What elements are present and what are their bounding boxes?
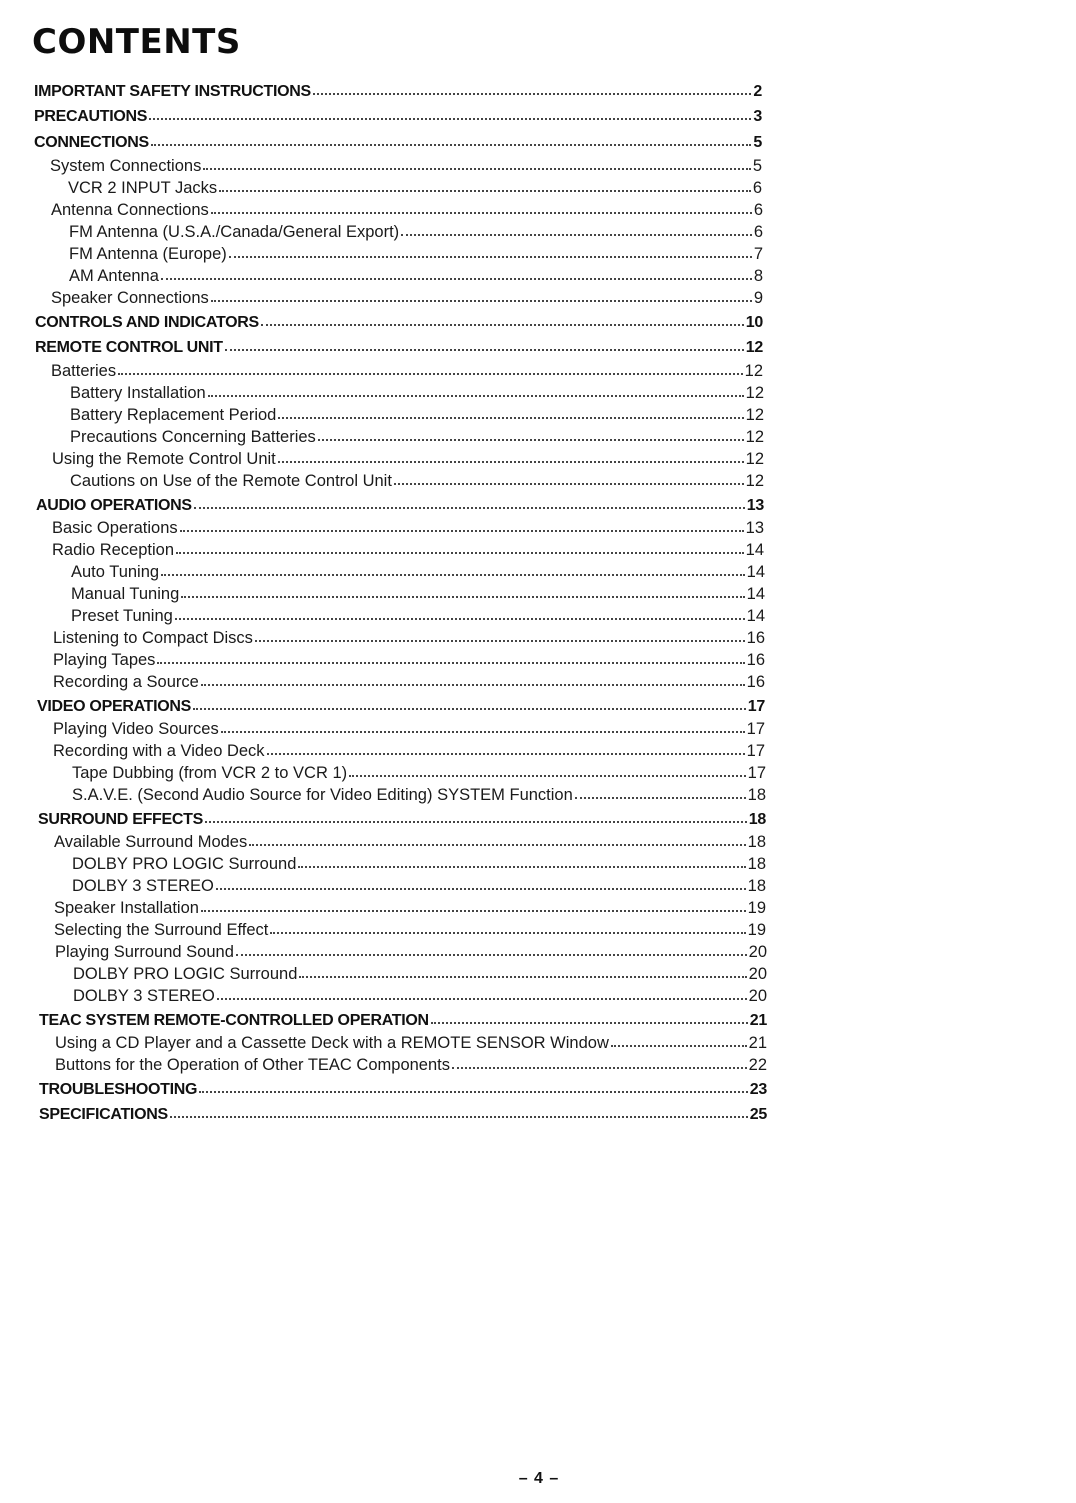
toc-entry (72, 785, 766, 805)
toc-entry-page: 12 (745, 406, 764, 424)
toc-entry-page: 14 (746, 585, 765, 603)
toc-entry-page: 23 (749, 1081, 767, 1098)
toc-entry-page: 21 (748, 1034, 767, 1052)
toc-entry-page: 3 (753, 108, 762, 125)
toc-entry (69, 266, 763, 286)
dot-leader (611, 1041, 747, 1047)
toc-entry-title: System Connections (50, 157, 202, 175)
toc-entry-title: Speaker Installation (54, 899, 199, 917)
toc-entry-page: 18 (747, 877, 766, 895)
toc-entry-page: 12 (745, 450, 764, 468)
toc-entry-title: VIDEO OPERATIONS (37, 698, 192, 715)
dot-leader (181, 592, 744, 598)
toc-entry-title: Available Surround Modes (54, 833, 248, 851)
toc-entry-page: 20 (748, 943, 767, 961)
dot-leader (394, 479, 744, 485)
toc-entry (70, 427, 764, 447)
dot-leader (157, 658, 744, 664)
dot-leader (452, 1063, 747, 1069)
dot-leader (193, 704, 746, 710)
toc-entry-page: 20 (748, 987, 767, 1005)
toc-entry (55, 942, 767, 962)
toc-section (34, 82, 762, 102)
toc-entry-title: VCR 2 INPUT Jacks (68, 179, 218, 197)
dot-leader (318, 435, 744, 441)
toc-entry-title: Precautions Concerning Batteries (70, 428, 316, 446)
toc-entry (71, 562, 765, 582)
toc-section (39, 1105, 767, 1125)
dot-leader (225, 345, 744, 351)
toc-entry-page: 10 (745, 314, 763, 331)
toc-entry (71, 606, 765, 626)
toc-entry (55, 1033, 767, 1053)
toc-entry-title: Using a CD Player and a Cassette Deck with a REMOTE SENSOR Window (55, 1034, 609, 1052)
toc-entry-title: AUDIO OPERATIONS (36, 497, 192, 514)
toc-entry-page: 21 (749, 1012, 767, 1029)
toc-entry (70, 405, 764, 425)
dot-leader (349, 771, 746, 777)
toc-entry-title: TEAC SYSTEM REMOTE-CONTROLLED OPERATION (39, 1012, 429, 1029)
toc-entry-page: 12 (745, 428, 764, 446)
toc-entry (52, 540, 764, 560)
toc-entry-title: PRECAUTIONS (34, 108, 148, 125)
toc-entry (72, 876, 766, 896)
toc-entry (52, 518, 764, 538)
dot-leader (299, 972, 746, 978)
toc-entry-title: Manual Tuning (71, 585, 180, 603)
toc-section (37, 697, 765, 717)
dot-leader (575, 793, 746, 799)
dot-leader (216, 884, 746, 890)
toc-entry-page: 12 (745, 339, 763, 356)
toc-entry-title: FM Antenna (Europe) (69, 245, 227, 263)
toc-entry-page: 17 (746, 742, 765, 760)
toc-entry-title: IMPORTANT SAFETY INSTRUCTIONS (34, 83, 311, 100)
toc-entry (69, 222, 763, 242)
toc-entry-page: 19 (747, 899, 766, 917)
dot-leader (170, 1112, 748, 1118)
toc-entry (53, 650, 765, 670)
toc-entry-title: Recording a Source (53, 673, 199, 691)
dot-leader (208, 391, 744, 397)
toc-entry-title: FM Antenna (U.S.A./Canada/General Export) (69, 223, 400, 241)
dot-leader (255, 636, 745, 642)
toc-entry-page: 16 (746, 673, 765, 691)
toc-entry-page: 18 (747, 833, 766, 851)
toc-entry-page: 19 (747, 921, 766, 939)
toc-entry-title: CONNECTIONS (34, 134, 149, 151)
dot-leader (205, 817, 747, 823)
toc-entry-page: 18 (748, 811, 766, 828)
dot-leader (278, 413, 743, 419)
toc-entry-title: Battery Installation (70, 384, 206, 402)
toc-entry (51, 200, 763, 220)
toc-section (35, 313, 763, 333)
dot-leader (249, 840, 745, 846)
toc-entry (51, 288, 763, 308)
toc-entry (54, 898, 766, 918)
toc-entry-page: 5 (753, 134, 762, 151)
toc-entry (70, 471, 764, 491)
toc-entry-page: 13 (746, 497, 764, 514)
toc-entry-title: Selecting the Surround Effect (54, 921, 269, 939)
page-title: CONTENTS (32, 22, 241, 62)
dot-leader (176, 548, 744, 554)
toc-entry-page: 6 (753, 223, 763, 241)
toc-entry-title: REMOTE CONTROL UNIT (35, 339, 223, 356)
dot-leader (221, 727, 745, 733)
toc-entry-page: 17 (747, 698, 765, 715)
toc-entry (51, 361, 763, 381)
toc-entry-title: Speaker Connections (51, 289, 209, 307)
dot-leader (149, 114, 751, 120)
dot-leader (217, 994, 747, 1000)
toc-entry-page: 6 (753, 201, 763, 219)
toc-entry-title: Recording with a Video Deck (53, 742, 265, 760)
toc-entry-title: Listening to Compact Discs (53, 629, 253, 647)
dot-leader (180, 526, 744, 532)
toc-entry-page: 2 (753, 83, 762, 100)
dot-leader (313, 89, 751, 95)
toc-entry-title: Buttons for the Operation of Other TEAC Components (55, 1056, 450, 1074)
toc-entry (54, 832, 766, 852)
toc-entry-page: 12 (744, 362, 763, 380)
dot-leader (203, 164, 750, 170)
toc-entry-page: 12 (745, 472, 764, 490)
dot-leader (151, 140, 751, 146)
toc-entry-title: AM Antenna (69, 267, 159, 285)
toc-entry (53, 719, 765, 739)
toc-entry-title: Playing Tapes (53, 651, 156, 669)
dot-leader (267, 749, 745, 755)
toc-section (34, 107, 762, 127)
dot-leader (211, 208, 752, 214)
toc-entry-title: Auto Tuning (71, 563, 160, 581)
toc-entry-title: Tape Dubbing (from VCR 2 to VCR 1) (72, 764, 348, 782)
dot-leader (211, 296, 752, 302)
dot-leader (201, 680, 745, 686)
dot-leader (175, 614, 745, 620)
toc-entry-title: Radio Reception (52, 541, 174, 559)
toc-entry-page: 18 (747, 855, 766, 873)
toc-entry (69, 244, 763, 264)
dot-leader (161, 274, 752, 280)
toc-entry-title: DOLBY PRO LOGIC Surround (73, 965, 298, 983)
toc-entry-title: Using the Remote Control Unit (52, 450, 276, 468)
dot-leader (278, 457, 744, 463)
toc-entry-title: Playing Video Sources (53, 720, 219, 738)
toc-section (39, 1011, 767, 1031)
toc-entry-page: 14 (745, 541, 764, 559)
toc-entry (71, 584, 765, 604)
toc-section (36, 496, 764, 516)
toc-entry (73, 964, 767, 984)
toc-entry (70, 383, 764, 403)
toc-entry-title: TROUBLESHOOTING (39, 1081, 198, 1098)
toc-entry-page: 20 (748, 965, 767, 983)
toc-entry-title: DOLBY PRO LOGIC Surround (72, 855, 297, 873)
dot-leader (199, 1087, 748, 1093)
toc-entry-page: 8 (753, 267, 763, 285)
toc-entry-title: Batteries (51, 362, 117, 380)
toc-entry-page: 6 (752, 179, 762, 197)
dot-leader (261, 320, 744, 326)
page-number: – 4 – (518, 1470, 560, 1487)
toc-entry-page: 7 (753, 245, 763, 263)
toc-section (39, 1080, 767, 1100)
dot-leader (298, 862, 745, 868)
toc-entry-title: S.A.V.E. (Second Audio Source for Video Editing) SYSTEM Function (72, 786, 573, 804)
toc-entry-title: SPECIFICATIONS (39, 1106, 168, 1123)
toc-entry-title: DOLBY 3 STEREO (72, 877, 214, 895)
toc-entry-page: 25 (749, 1106, 767, 1123)
dot-leader (161, 570, 745, 576)
toc-entry (54, 920, 766, 940)
toc-entry-page: 12 (745, 384, 764, 402)
toc-entry-title: DOLBY 3 STEREO (73, 987, 215, 1005)
toc-entry-title: Cautions on Use of the Remote Control Unit (70, 472, 392, 490)
toc-entry (53, 628, 765, 648)
toc-entry (50, 156, 762, 176)
dot-leader (270, 928, 745, 934)
toc-entry (68, 178, 762, 198)
toc-entry (72, 854, 766, 874)
toc-section (35, 338, 763, 358)
dot-leader (219, 186, 751, 192)
toc-entry-page: 17 (747, 764, 766, 782)
toc-entry-title: Playing Surround Sound (55, 943, 234, 961)
toc-entry (55, 1055, 767, 1075)
toc-entry-page: 18 (747, 786, 766, 804)
dot-leader (118, 369, 743, 375)
toc-entry-page: 14 (746, 563, 765, 581)
toc-entry-title: Basic Operations (52, 519, 178, 537)
toc-section (38, 810, 766, 830)
dot-leader (201, 906, 746, 912)
toc-entry-page: 14 (746, 607, 765, 625)
toc-entry-title: Antenna Connections (51, 201, 209, 219)
toc-entry-title: Battery Replacement Period (70, 406, 277, 424)
toc-entry-page: 16 (746, 651, 765, 669)
dot-leader (431, 1018, 748, 1024)
toc-entry-title: CONTROLS AND INDICATORS (35, 314, 259, 331)
toc-entry-title: SURROUND EFFECTS (38, 811, 203, 828)
dot-leader (236, 950, 747, 956)
toc-entry-page: 22 (748, 1056, 767, 1074)
dot-leader (194, 503, 745, 509)
toc-section (34, 133, 762, 153)
toc-entry (72, 763, 766, 783)
toc-entry-page: 9 (753, 289, 763, 307)
toc-entry (73, 986, 767, 1006)
toc-entry (53, 672, 765, 692)
toc-entry-title: Preset Tuning (71, 607, 173, 625)
toc-entry-page: 16 (746, 629, 765, 647)
dot-leader (401, 230, 752, 236)
dot-leader (229, 252, 752, 258)
toc-entry (52, 449, 764, 469)
toc-entry-page: 17 (746, 720, 765, 738)
toc-entry-page: 5 (752, 157, 762, 175)
toc-entry-page: 13 (745, 519, 764, 537)
toc-entry (53, 741, 765, 761)
